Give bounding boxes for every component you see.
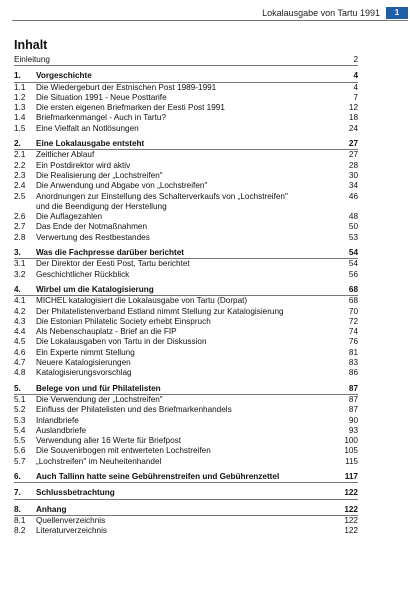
toc-title: Schlussbetrachtung [36,488,115,498]
toc-title: Briefmarkenmangel - Auch in Tartu? [36,113,167,123]
toc-entry-row [14,192,358,202]
toc-entry-row [14,368,358,378]
toc-title: Die Situation 1991 - Neue Posttarife [36,92,167,102]
toc-number: 5.4 [14,425,26,435]
toc-entry-row [14,212,358,222]
toc-title: Eine Lokalausgabe entsteht [36,139,145,149]
toc-page-number: 87 [348,394,358,404]
toc-number: 4.1 [14,296,26,306]
toc-title: Katalogisierungsvorschlag [36,368,132,378]
toc-title: Einleitung [14,55,50,64]
toc-title: Vorgeschichte [36,71,92,81]
toc-page-number: 81 [348,347,358,357]
toc-page-number: 87 [348,405,358,415]
toc-entry-row [14,395,358,405]
toc-page-number: 72 [348,316,358,326]
toc-number: 1.4 [14,113,26,123]
toc-entry-row [14,270,358,280]
toc-number: 2.3 [14,170,26,180]
toc-title: Auch Tallinn hatte seine Gebührenstreifen und Gebührenzettel [36,471,280,481]
toc-title: Ein Postdirektor wird aktiv [36,160,131,170]
toc-page-number: 34 [348,181,358,191]
toc-entry-row [14,222,358,232]
toc-title: Anordnungen zur Einstellung des Schalterverkaufs von „Lochstreifen" [36,191,288,201]
toc-title: Das Ende der Notmaßnahmen [36,222,148,232]
toc-title: Belege von und für Philatelisten [36,383,161,393]
toc-title-continuation-text: und die Beendigung der Herstellung [36,201,167,211]
header-divider [12,20,408,21]
toc-page-number: 30 [348,170,358,180]
toc-title: Einfluss der Philatelisten und des Briefmarkenhandels [36,405,232,415]
toc-entry-row [14,83,358,93]
toc-number: 5.2 [14,405,26,415]
toc-title: „Lochstreifen" im Neuheitenhandel [36,456,162,466]
toc-title: MICHEL katalogisiert die Lokalausgabe von Tartu (Dorpat) [36,296,248,306]
toc-entry-row [14,259,358,269]
toc-entry-row [14,436,358,446]
toc-page-number: 24 [348,123,358,133]
toc-number: 1.3 [14,103,26,113]
header-title: Lokalausgabe von Tartu 1991 [262,7,380,18]
toc-entry-row [14,181,358,191]
toc-page-number: 90 [348,415,358,425]
toc-page-number: 68 [348,296,358,306]
toc-number: 2.4 [14,181,26,191]
toc-title: Quellenverzeichnis [36,515,106,525]
toc-entry-row [14,416,358,426]
header-page-number: 1 [386,7,408,19]
toc-title: Literaturverzeichnis [36,526,107,536]
toc-title: Der Philatelistenverband Estland nimmt Stellung zur Katalogisierung [36,306,284,316]
toc-section-row [14,285,358,296]
toc-page-number: 117 [344,471,358,481]
toc-page-number: 100 [344,436,358,446]
toc-title-continuation [14,202,358,212]
toc-page-number: 76 [348,337,358,347]
toc-number: 4.4 [14,327,26,337]
toc-title: Eine Vielfalt an Notlösungen [36,123,139,133]
toc-page-number: 115 [344,456,358,466]
toc-number: 4.8 [14,368,26,378]
toc-section-row [14,71,358,82]
toc-entry-row [14,337,358,347]
toc-entry-row [14,526,358,536]
toc-number: 1. [14,71,21,81]
toc-entry-row [14,457,358,467]
toc-entry-row [14,426,358,436]
toc-title: Die Anwendung und Abgabe von „Lochstreifen" [36,181,208,191]
toc-number: 5.3 [14,415,26,425]
toc-number: 1.2 [14,92,26,102]
toc-page-number: 50 [348,222,358,232]
toc-number: 5.1 [14,394,26,404]
toc-section-row [14,472,358,483]
page-title: Inhalt [14,38,48,52]
toc-page-number: 7 [353,92,358,102]
toc-number: 7. [14,488,21,498]
toc-number: 6. [14,471,21,481]
table-of-contents [14,55,358,536]
toc-title: Geschichtlicher Rückblick [36,269,130,279]
toc-page-number: 27 [348,150,358,160]
toc-number: 4.2 [14,306,26,316]
toc-entry-row [14,317,358,327]
toc-page-number: 70 [348,306,358,316]
toc-number: 3.2 [14,269,26,279]
toc-number: 5.5 [14,436,26,446]
toc-number: 2.1 [14,150,26,160]
toc-number: 4. [14,284,21,294]
page-header [262,6,408,19]
toc-number: 2.7 [14,222,26,232]
toc-number: 8.1 [14,515,26,525]
toc-title: Anhang [36,504,67,514]
toc-title: Inlandbriefe [36,415,79,425]
toc-title: Zeitlicher Ablauf [36,150,95,160]
toc-number: 2.8 [14,232,26,242]
toc-entry-row [14,358,358,368]
toc-title: Die Verwendung der „Lochstreifen" [36,394,163,404]
toc-number: 4.3 [14,316,26,326]
toc-title: Ein Experte nimmt Stellung [36,347,135,357]
toc-entry-row [14,307,358,317]
toc-number: 3.1 [14,259,26,269]
toc-number: 8. [14,504,21,514]
toc-number: 5.7 [14,456,26,466]
toc-page-number: 28 [348,160,358,170]
toc-page-number: 56 [348,269,358,279]
toc-number: 8.2 [14,526,26,536]
toc-page-number: 54 [348,248,358,258]
toc-page-number: 74 [348,327,358,337]
toc-entry-row [14,113,358,123]
toc-entry-row [14,171,358,181]
toc-page-number: 87 [348,383,358,393]
toc-number: 4.5 [14,337,26,347]
toc-number: 1.5 [14,123,26,133]
toc-page-number: 86 [348,368,358,378]
toc-title: Die ersten eigenen Briefmarken der Eesti Post 1991 [36,103,225,113]
toc-title: Die Wiedergeburt der Estnischen Post 1989-1991 [36,82,217,92]
toc-entry-row [14,161,358,171]
toc-title: Die Estonian Philatelic Society erhebt Einspruch [36,316,211,326]
toc-title: Der Direktor der Eesti Post, Tartu berichtet [36,259,190,269]
toc-title: Verwendung aller 16 Werte für Briefpost [36,436,182,446]
toc-page-number: 122 [344,488,358,498]
toc-title: Verwertung des Restbestandes [36,232,150,242]
toc-number: 2.5 [14,191,26,201]
toc-page-number: 4 [353,71,358,81]
toc-page-number: 54 [348,259,358,269]
toc-title: Die Realisierung der „Lochstreifen" [36,170,163,180]
toc-page-number: 4 [353,82,358,92]
toc-entry-row [14,93,358,103]
toc-entry-row [14,516,358,526]
toc-entry-row [14,233,358,243]
toc-page-number: 27 [348,139,358,149]
toc-entry-row [14,103,358,113]
toc-title: Neuere Katalogisierungen [36,358,131,368]
toc-page-number: 93 [348,425,358,435]
toc-page-number: 53 [348,232,358,242]
toc-section-row [14,488,358,499]
toc-page-number: 122 [344,504,358,514]
toc-section-row [14,139,358,150]
toc-entry-row [14,348,358,358]
toc-entry-row [14,446,358,456]
toc-page-number: 18 [348,113,358,123]
toc-page-number: 12 [348,103,358,113]
toc-number: 2.2 [14,160,26,170]
toc-section-row [14,384,358,395]
toc-entry-row [14,296,358,306]
toc-number: 5.6 [14,446,26,456]
toc-number: 2.6 [14,212,26,222]
toc-number: 1.1 [14,82,26,92]
toc-entry-row [14,405,358,415]
toc-number: 5. [14,383,21,393]
toc-page-number: 83 [348,358,358,368]
toc-number: 3. [14,248,21,258]
toc-number: 4.6 [14,347,26,357]
toc-page-number: 122 [344,515,358,525]
toc-entry-row [14,150,358,160]
toc-title: Auslandbriefe [36,425,87,435]
toc-title: Die Souvenirbogen mit entwerteten Lochstreifen [36,446,211,456]
toc-title: Die Lokalausgaben von Tartu in der Diskussion [36,337,207,347]
toc-page-number: 105 [344,446,358,456]
toc-entry-row [14,124,358,134]
toc-title: Wirbel um die Katalogisierung [36,284,154,294]
toc-number: 4.7 [14,358,26,368]
toc-page-number: 2 [353,55,358,64]
toc-section-row [14,505,358,516]
toc-page-number: 122 [344,526,358,536]
toc-page-number: 68 [348,284,358,294]
toc-page-number: 48 [348,212,358,222]
toc-title: Als Nebenschauplatz - Brief an die FIP [36,327,177,337]
toc-title: Die Auflagezahlen [36,212,103,222]
toc-entry-row [14,55,358,66]
toc-section-row [14,248,358,259]
toc-page-number: 46 [348,191,358,201]
toc-title: Was die Fachpresse darüber berichtet [36,248,185,258]
toc-number: 2. [14,139,21,149]
toc-entry-row [14,327,358,337]
